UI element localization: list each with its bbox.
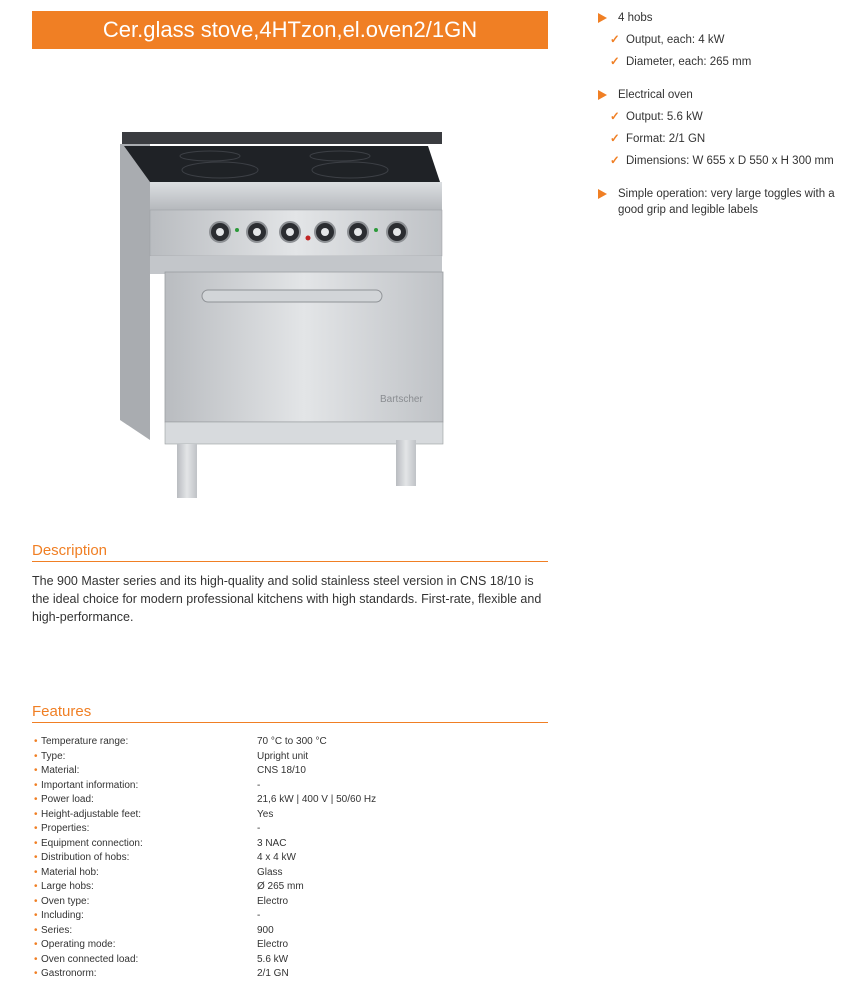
bullet-icon: • — [34, 866, 38, 878]
feature-row — [34, 967, 554, 982]
feature-label-text: Height-adjustable feet: — [41, 808, 142, 820]
feature-label — [34, 808, 257, 823]
feature-value: - — [257, 823, 261, 834]
feature-label — [34, 909, 257, 924]
features-heading — [32, 703, 548, 723]
bullet-icon: • — [34, 924, 38, 936]
features-heading-text: Features — [32, 703, 92, 720]
highlight-group — [598, 186, 843, 218]
feature-label — [34, 793, 257, 808]
feature-label-text: Properties: — [41, 823, 90, 834]
highlight-item — [610, 153, 843, 169]
product-title-bar — [32, 11, 548, 49]
highlight-group — [598, 87, 843, 169]
check-icon: ✓ — [610, 155, 620, 167]
feature-row — [34, 938, 554, 953]
highlight-heading — [598, 87, 843, 103]
feature-row — [34, 953, 554, 968]
highlight-item-text: Dimensions: W 655 x D 550 x H 300 mm — [626, 155, 834, 167]
feature-label — [34, 880, 257, 895]
bullet-icon: • — [34, 939, 38, 950]
highlight-heading-text: Electrical oven — [618, 89, 693, 101]
feature-value: 900 — [257, 924, 274, 936]
features-table — [34, 735, 554, 982]
highlight-item-text: Output, each: 4 kW — [626, 34, 725, 46]
highlight-heading — [598, 10, 843, 26]
feature-row — [34, 924, 554, 939]
bullet-icon: • — [34, 881, 38, 892]
highlight-item — [610, 54, 843, 70]
bullet-icon: • — [34, 895, 38, 907]
check-icon: ✓ — [610, 56, 620, 68]
feature-label-text: Including: — [41, 910, 84, 921]
highlight-heading — [598, 186, 843, 218]
bullet-icon: • — [34, 808, 38, 820]
feature-label-text: Temperature range: — [41, 736, 129, 747]
check-icon: ✓ — [610, 34, 620, 46]
feature-row — [34, 895, 554, 910]
bullet-icon: • — [34, 750, 38, 762]
feature-value: Ø 265 mm — [257, 881, 304, 892]
highlights-list — [598, 10, 843, 235]
bullet-icon: • — [34, 823, 38, 834]
feature-value: 4 x 4 kW — [257, 852, 296, 863]
feature-label-text: Distribution of hobs: — [41, 852, 130, 863]
feature-row — [34, 764, 554, 779]
highlight-item-text: Format: 2/1 GN — [626, 133, 706, 145]
feature-row — [34, 851, 554, 866]
feature-label-text: Important information: — [41, 779, 139, 791]
highlight-item-text: Diameter, each: 265 mm — [626, 56, 752, 68]
feature-label-text: Power load: — [41, 794, 94, 805]
product-image — [110, 120, 460, 510]
check-icon: ✓ — [610, 133, 620, 145]
product-title: Cer.glass stove,4HTzon,el.oven2/1GN — [102, 17, 478, 42]
bullet-icon: • — [34, 837, 38, 849]
arrow-right-icon — [598, 189, 607, 199]
bullet-icon: • — [34, 910, 38, 921]
feature-value: 2/1 GN — [257, 968, 289, 979]
feature-label — [34, 851, 257, 866]
feature-label — [34, 735, 257, 750]
feature-row — [34, 909, 554, 924]
feature-label — [34, 750, 257, 765]
feature-label-text: Gastronorm: — [41, 968, 97, 979]
feature-value: Glass — [257, 866, 283, 878]
feature-row — [34, 793, 554, 808]
arrow-right-icon — [598, 90, 607, 100]
feature-label-text: Series: — [41, 924, 73, 936]
bullet-icon: • — [34, 953, 38, 965]
feature-label-text: Type: — [41, 750, 66, 762]
feature-label — [34, 837, 257, 852]
feature-row — [34, 880, 554, 895]
feature-value: CNS 18/10 — [257, 765, 306, 776]
feature-label-text: Large hobs: — [41, 881, 94, 892]
bullet-icon: • — [34, 968, 38, 979]
bullet-icon: • — [34, 765, 38, 776]
bullet-icon: • — [34, 852, 38, 863]
feature-value: Upright unit — [257, 750, 309, 762]
feature-row — [34, 866, 554, 881]
feature-value: - — [257, 910, 261, 921]
feature-label — [34, 938, 257, 953]
description-heading-text: Description — [32, 542, 108, 559]
highlight-heading-text: 4 hobs — [618, 12, 653, 24]
highlight-item — [610, 109, 843, 125]
highlight-item — [610, 131, 843, 147]
feature-label-text: Material hob: — [41, 866, 99, 878]
check-icon: ✓ — [610, 111, 620, 123]
feature-value: 70 °C to 300 °C — [257, 736, 327, 747]
feature-label — [34, 779, 257, 794]
svg-text:Bartscher: Bartscher — [380, 394, 423, 405]
feature-label-text: Oven connected load: — [41, 953, 139, 965]
feature-value: 21,6 kW | 400 V | 50/60 Hz — [257, 794, 377, 805]
feature-label — [34, 967, 257, 982]
feature-label-text: Operating mode: — [41, 939, 116, 950]
feature-value: Electro — [257, 895, 289, 907]
bullet-icon: • — [34, 736, 38, 747]
feature-value: - — [257, 779, 261, 791]
bullet-icon: • — [34, 794, 38, 805]
feature-row — [34, 750, 554, 765]
feature-label — [34, 822, 257, 837]
feature-value: Electro — [257, 939, 289, 950]
feature-label-text: Material: — [41, 765, 80, 776]
feature-label — [34, 924, 257, 939]
bullet-icon: • — [34, 779, 38, 791]
arrow-right-icon — [598, 13, 607, 23]
description-text: The 900 Master series and its high-quality and solid stainless steel version in CNS 18/10 is the ideal choice for modern professional kitchens with high standards. First-rate, flexible and high-performance. — [32, 574, 542, 624]
feature-row — [34, 837, 554, 852]
description-heading — [32, 542, 548, 562]
feature-label-text: Equipment connection: — [41, 837, 143, 849]
feature-label — [34, 895, 257, 910]
highlight-group — [598, 10, 843, 70]
feature-row — [34, 735, 554, 750]
highlight-item — [610, 32, 843, 48]
feature-label — [34, 866, 257, 881]
feature-row — [34, 808, 554, 823]
feature-value: 5.6 kW — [257, 953, 289, 965]
feature-row — [34, 779, 554, 794]
highlight-heading-text: Simple operation: very large toggles with a good grip and legible labels — [618, 188, 835, 216]
feature-value: Yes — [257, 808, 274, 820]
feature-label — [34, 764, 257, 779]
feature-label — [34, 953, 257, 968]
feature-label-text: Oven type: — [41, 895, 90, 907]
feature-row — [34, 822, 554, 837]
feature-value: 3 NAC — [257, 837, 287, 849]
highlight-item-text: Output: 5.6 kW — [626, 111, 703, 123]
